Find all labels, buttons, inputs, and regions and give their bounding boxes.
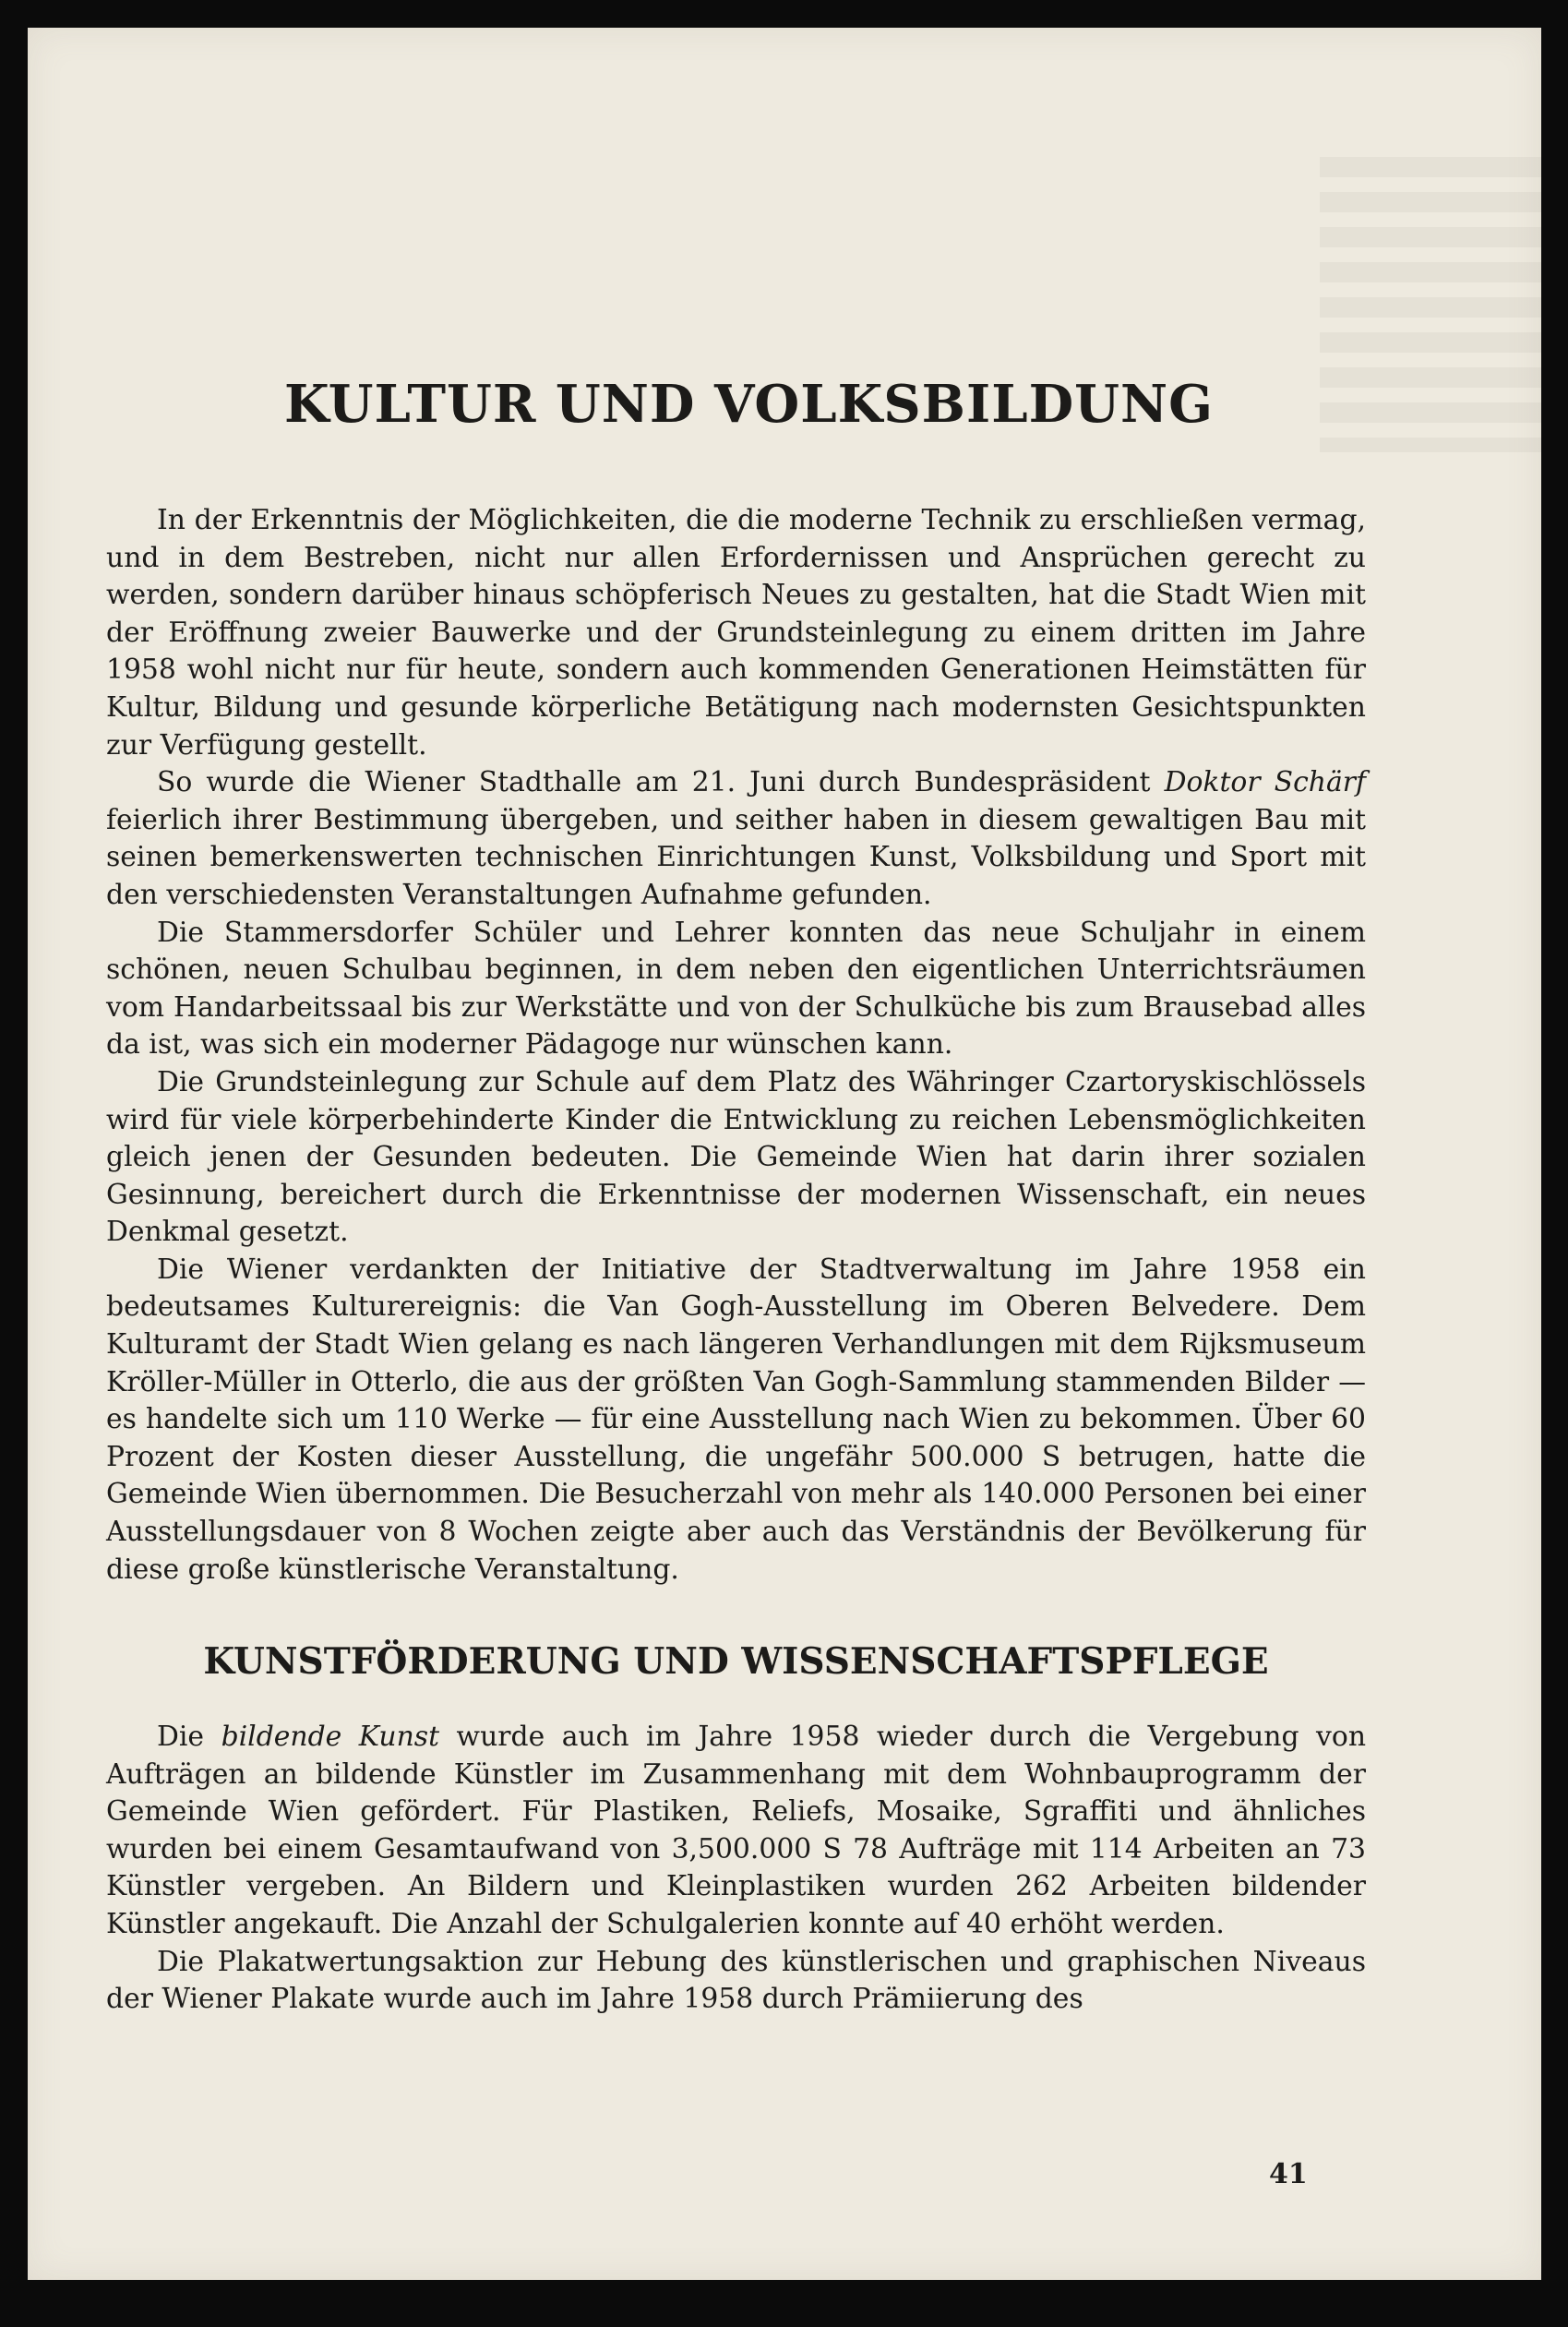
section-paragraph-2: Die Plakatwertungsaktion zur Hebung des künstlerischen und graphischen Niveaus der Wiener Plakate wurde auch im Jahre 1958 durch Prämiierung des: [106, 1945, 1366, 2016]
intro-paragraph-5: Die Wiener verdankten der Initiative der Stadtverwaltung im Jahre 1958 ein bedeutsames Kulturereignis: die Van Gogh-Ausstellung im Oberen Belvedere. Dem Kulturamt der Stadt Wien gelang es nach längeren Verhandlungen mit dem Rijksmuseum Kröller-Müller in Otterlo, die aus der größten Van Gogh-Sammlung stammenden Bilder — es handelte sich um 110 Werke — für eine Ausstellung nach Wien zu bekommen. Über 60 Prozent der Kosten dieser Ausstellung, die ungefähr 500.000 S betrugen, hatte die Gemeinde Wien übernommen. Die Besucherzahl von mehr als 140.000 Personen bei einer Ausstellungsdauer von 8 Wochen zeigte aber auch das Verständnis der Bevölkerung für diese große künstlerische Veranstaltung.: [106, 1253, 1366, 1586]
paragraph-text: So wurde die Wiener Stadthalle am 21. Juni durch Bundespräsident: [157, 766, 1165, 799]
document-page: [28, 28, 1541, 2280]
paragraph-text: feierlich ihrer Bestimmung übergeben, und seither haben in diesem gewaltigen Bau mit seinen bemerkenswerten technischen Einrichtungen Kunst, Volksbildung und Sport mit den verschiedensten Veranstaltungen Aufnahme gefunden.: [106, 803, 1366, 911]
intro-paragraph-4: Die Grundsteinlegung zur Schule auf dem Platz des Währinger Czartoryskischlössels wird für viele körperbehinderte Kinder die Entwicklung zu reichen Lebensmöglichkeiten gleich jenen der Gesunden bedeuten. Die Gemeinde Wien hat darin ihrer sozialen Gesinnung, bereichert durch die Erkenntnisse der modernen Wissenschaft, ein neues Denkmal gesetzt.: [106, 1065, 1366, 1249]
section-heading: KUNSTFÖRDERUNG UND WISSENSCHAFTSPFLEGE: [203, 1640, 1269, 1684]
intro-paragraph-2: [106, 764, 1366, 914]
intro-paragraph-1: In der Erkenntnis der Möglichkeiten, die die moderne Technik zu erschließen vermag, und in dem Bestreben, nicht nur allen Erfordernissen und Ansprüchen gerecht zu werden, sondern darüber hinaus schöpferisch Neues zu gestalten, hat die Stadt Wien mit der Eröffnung zweier Bauwerke und der Grundsteinlegung zu einem dritten im Jahre 1958 wohl nicht nur für heute, sondern auch kommenden Generationen Heimstätten für Kultur, Bildung und gesunde körperliche Betätigung nach modernsten Gesichtspunkten zur Verfügung gestellt.: [106, 504, 1366, 762]
page-content: [106, 374, 1367, 2019]
paragraph-text: wurde auch im Jahre 1958 wieder durch die Vergebung von Aufträgen an bildende Künstler im Zusammenhang mit dem Wohnbauprogramm der Gemeinde Wien gefördert. Für Plastiken, Reliefs, Mosaike, Sgraffiti und ähnliches wurden bei einem Gesamtaufwand von 3,500.000 S 78 Aufträge mit 114 Arbeiten an 73 Künstler vergeben. An Bildern und Kleinplastiken wurden 262 Arbeiten bildender Künstler angekauft. Die Anzahl der Schulgalerien konnte auf 40 erhöht werden.: [106, 1721, 1367, 1941]
emphasis-name: Doktor Schärf: [1164, 766, 1366, 799]
paragraph-text: Die: [157, 1721, 221, 1754]
page-number: 41: [1269, 2158, 1308, 2190]
section-paragraph-1: [106, 1719, 1366, 1944]
page-title: KULTUR UND VOLKSBILDUNG: [284, 374, 1214, 435]
intro-paragraph-3: Die Stammersdorfer Schüler und Lehrer konnten das neue Schuljahr in einem schönen, neuen Schulbau beginnen, in dem neben den eigentlichen Unterrichtsräumen vom Handarbeitssaal bis zur Werkstätte und von der Schulküche bis zum Brausebad alles da ist, was sich ein moderner Pädagoge nur wünschen kann.: [106, 916, 1366, 1062]
emphasis-term: bildende Kunst: [221, 1721, 440, 1754]
